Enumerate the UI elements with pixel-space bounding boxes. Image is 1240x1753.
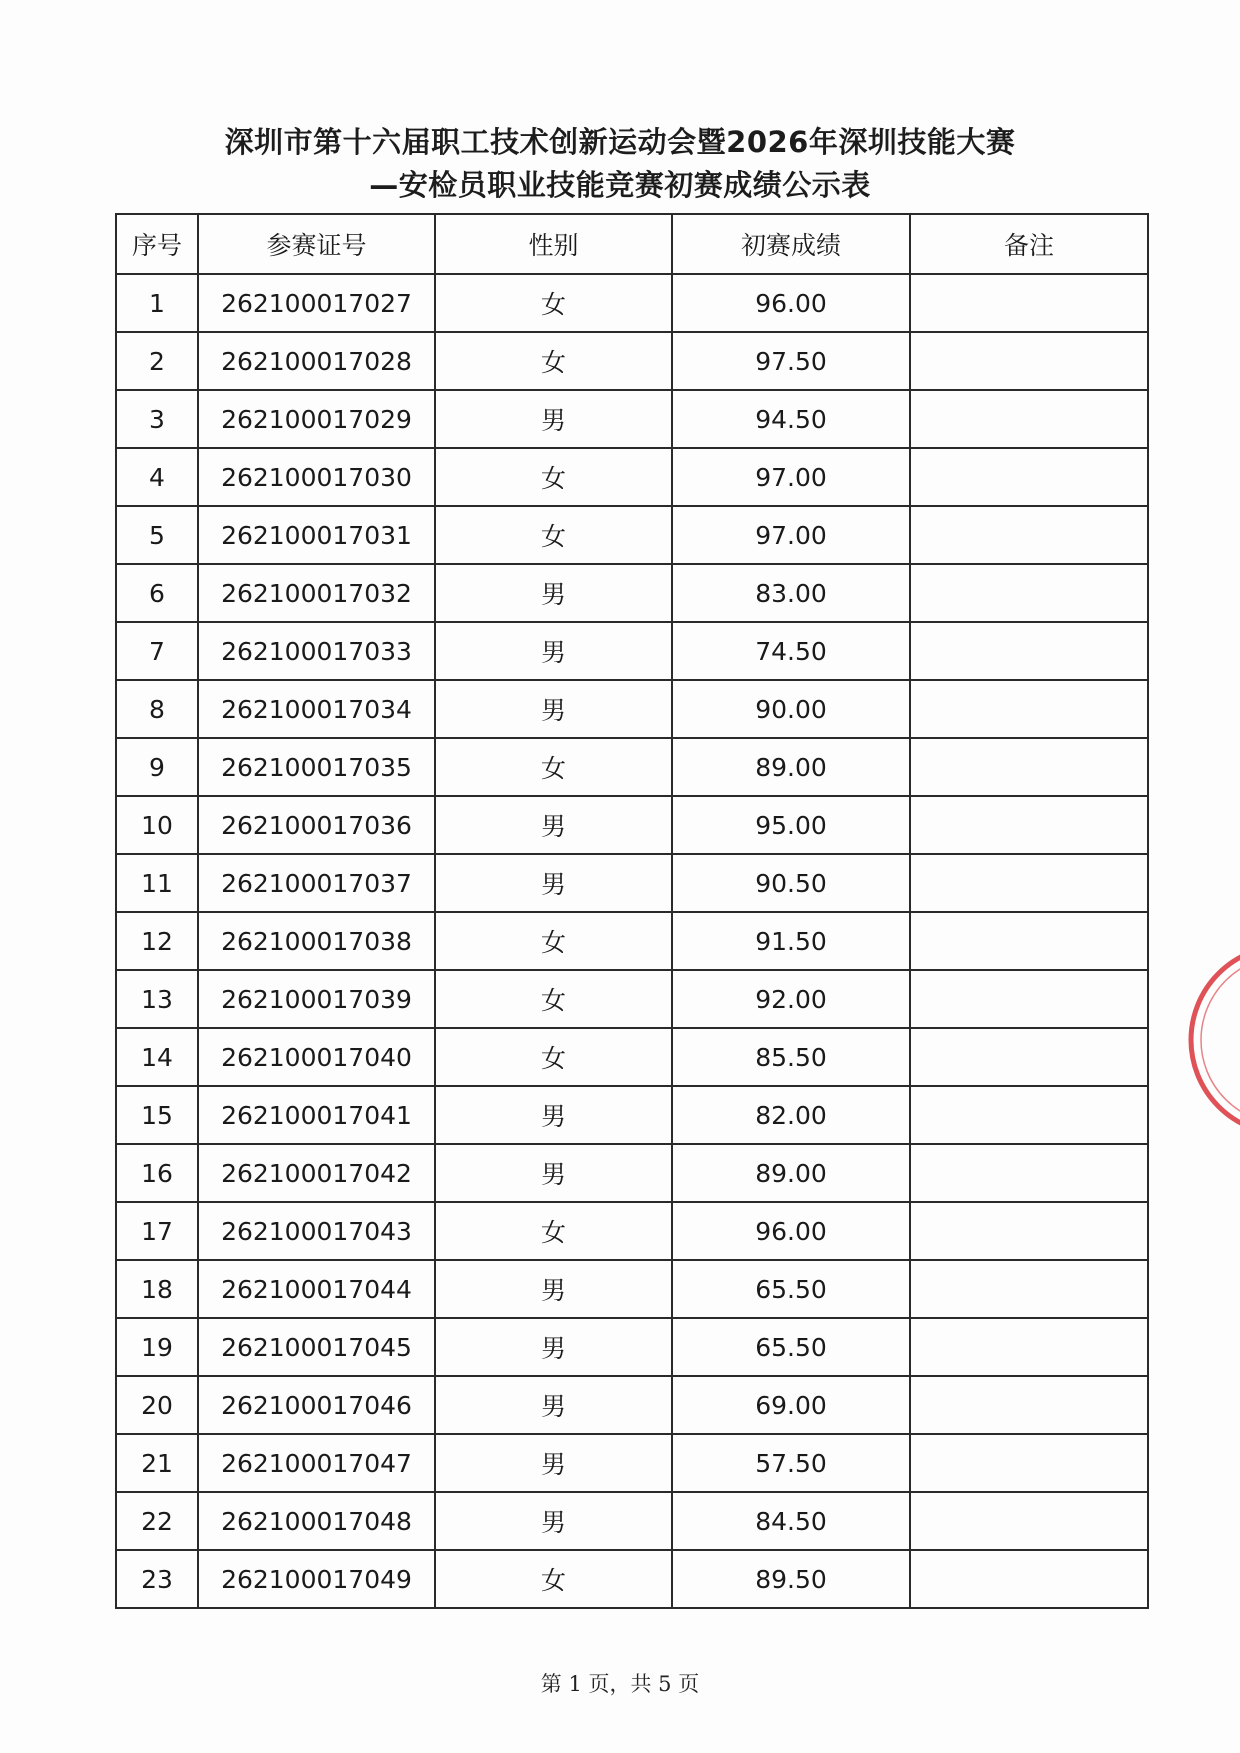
table-row bbox=[116, 970, 1148, 1028]
cell-serial-number: 11 bbox=[116, 854, 198, 912]
cell-note bbox=[910, 912, 1148, 970]
cell-gender: 男 bbox=[435, 1492, 672, 1550]
cell-entry-id: 262100017034 bbox=[198, 680, 435, 738]
cell-entry-id: 262100017049 bbox=[198, 1550, 435, 1608]
table-row bbox=[116, 1550, 1148, 1608]
document-title-line2: —安检员职业技能竞赛初赛成绩公示表 bbox=[369, 168, 871, 202]
cell-score: 90.00 bbox=[672, 680, 910, 738]
cell-gender: 男 bbox=[435, 854, 672, 912]
cell-entry-id: 262100017038 bbox=[198, 912, 435, 970]
table-row bbox=[116, 622, 1148, 680]
cell-score: 92.00 bbox=[672, 970, 910, 1028]
cell-score: 89.00 bbox=[672, 738, 910, 796]
cell-serial-number: 12 bbox=[116, 912, 198, 970]
cell-serial-number: 1 bbox=[116, 274, 198, 332]
cell-note bbox=[910, 1086, 1148, 1144]
cell-score: 65.50 bbox=[672, 1318, 910, 1376]
cell-serial-number: 8 bbox=[116, 680, 198, 738]
cell-entry-id: 262100017035 bbox=[198, 738, 435, 796]
cell-serial-number: 16 bbox=[116, 1144, 198, 1202]
cell-gender: 女 bbox=[435, 332, 672, 390]
header-note: 备注 bbox=[910, 214, 1148, 274]
cell-score: 91.50 bbox=[672, 912, 910, 970]
table-row bbox=[116, 796, 1148, 854]
cell-entry-id: 262100017031 bbox=[198, 506, 435, 564]
cell-note bbox=[910, 332, 1148, 390]
cell-gender: 女 bbox=[435, 274, 672, 332]
header-score: 初赛成绩 bbox=[672, 214, 910, 274]
table-header-row bbox=[116, 214, 1148, 274]
cell-score: 90.50 bbox=[672, 854, 910, 912]
cell-score: 96.00 bbox=[672, 274, 910, 332]
table-row bbox=[116, 1376, 1148, 1434]
cell-note bbox=[910, 448, 1148, 506]
cell-score: 95.00 bbox=[672, 796, 910, 854]
cell-note bbox=[910, 274, 1148, 332]
cell-gender: 女 bbox=[435, 1202, 672, 1260]
cell-entry-id: 262100017036 bbox=[198, 796, 435, 854]
table-row bbox=[116, 738, 1148, 796]
cell-serial-number: 4 bbox=[116, 448, 198, 506]
cell-gender: 女 bbox=[435, 1550, 672, 1608]
cell-entry-id: 262100017045 bbox=[198, 1318, 435, 1376]
cell-entry-id: 262100017037 bbox=[198, 854, 435, 912]
cell-note bbox=[910, 970, 1148, 1028]
table-row bbox=[116, 1434, 1148, 1492]
cell-serial-number: 17 bbox=[116, 1202, 198, 1260]
cell-note bbox=[910, 1202, 1148, 1260]
table-row bbox=[116, 854, 1148, 912]
cell-entry-id: 262100017044 bbox=[198, 1260, 435, 1318]
cell-score: 89.50 bbox=[672, 1550, 910, 1608]
cell-entry-id: 262100017029 bbox=[198, 390, 435, 448]
table-row bbox=[116, 274, 1148, 332]
cell-gender: 女 bbox=[435, 448, 672, 506]
cell-entry-id: 262100017040 bbox=[198, 1028, 435, 1086]
cell-serial-number: 19 bbox=[116, 1318, 198, 1376]
header-serial-number: 序号 bbox=[116, 214, 198, 274]
table-row bbox=[116, 912, 1148, 970]
cell-score: 85.50 bbox=[672, 1028, 910, 1086]
cell-note bbox=[910, 1376, 1148, 1434]
cell-entry-id: 262100017027 bbox=[198, 274, 435, 332]
cell-note bbox=[910, 564, 1148, 622]
cell-score: 97.50 bbox=[672, 332, 910, 390]
cell-gender: 男 bbox=[435, 1434, 672, 1492]
cell-gender: 女 bbox=[435, 738, 672, 796]
table-row bbox=[116, 1144, 1148, 1202]
cell-serial-number: 7 bbox=[116, 622, 198, 680]
cell-entry-id: 262100017033 bbox=[198, 622, 435, 680]
cell-serial-number: 10 bbox=[116, 796, 198, 854]
cell-entry-id: 262100017030 bbox=[198, 448, 435, 506]
table-row bbox=[116, 1202, 1148, 1260]
header-entry-id: 参赛证号 bbox=[198, 214, 435, 274]
cell-serial-number: 14 bbox=[116, 1028, 198, 1086]
cell-serial-number: 15 bbox=[116, 1086, 198, 1144]
cell-gender: 男 bbox=[435, 796, 672, 854]
cell-entry-id: 262100017047 bbox=[198, 1434, 435, 1492]
cell-serial-number: 3 bbox=[116, 390, 198, 448]
cell-gender: 男 bbox=[435, 1086, 672, 1144]
table-row bbox=[116, 680, 1148, 738]
cell-gender: 女 bbox=[435, 506, 672, 564]
cell-gender: 男 bbox=[435, 564, 672, 622]
cell-note bbox=[910, 1144, 1148, 1202]
cell-serial-number: 6 bbox=[116, 564, 198, 622]
cell-entry-id: 262100017048 bbox=[198, 1492, 435, 1550]
cell-score: 89.00 bbox=[672, 1144, 910, 1202]
table-row bbox=[116, 1318, 1148, 1376]
score-table bbox=[115, 213, 1149, 1609]
cell-serial-number: 9 bbox=[116, 738, 198, 796]
cell-serial-number: 18 bbox=[116, 1260, 198, 1318]
cell-serial-number: 13 bbox=[116, 970, 198, 1028]
cell-entry-id: 262100017043 bbox=[198, 1202, 435, 1260]
cell-gender: 男 bbox=[435, 390, 672, 448]
table-row bbox=[116, 332, 1148, 390]
header-gender: 性别 bbox=[435, 214, 672, 274]
cell-note bbox=[910, 506, 1148, 564]
cell-note bbox=[910, 1260, 1148, 1318]
cell-gender: 女 bbox=[435, 970, 672, 1028]
table-row bbox=[116, 1260, 1148, 1318]
cell-note bbox=[910, 1318, 1148, 1376]
cell-note bbox=[910, 854, 1148, 912]
cell-entry-id: 262100017042 bbox=[198, 1144, 435, 1202]
cell-entry-id: 262100017032 bbox=[198, 564, 435, 622]
cell-score: 96.00 bbox=[672, 1202, 910, 1260]
table-body bbox=[116, 274, 1148, 1608]
page-number: 第 1 页，共 5 页 bbox=[540, 1672, 700, 1696]
cell-serial-number: 23 bbox=[116, 1550, 198, 1608]
cell-entry-id: 262100017041 bbox=[198, 1086, 435, 1144]
official-seal-icon bbox=[1185, 935, 1240, 1145]
cell-gender: 男 bbox=[435, 1144, 672, 1202]
table-row bbox=[116, 1028, 1148, 1086]
cell-serial-number: 21 bbox=[116, 1434, 198, 1492]
cell-score: 83.00 bbox=[672, 564, 910, 622]
document-title-line1: 深圳市第十六届职工技术创新运动会暨2026年深圳技能大赛 bbox=[224, 125, 1016, 159]
cell-score: 82.00 bbox=[672, 1086, 910, 1144]
cell-note bbox=[910, 1434, 1148, 1492]
cell-score: 69.00 bbox=[672, 1376, 910, 1434]
cell-score: 74.50 bbox=[672, 622, 910, 680]
cell-note bbox=[910, 390, 1148, 448]
cell-entry-id: 262100017046 bbox=[198, 1376, 435, 1434]
cell-score: 97.00 bbox=[672, 448, 910, 506]
table-row bbox=[116, 1492, 1148, 1550]
cell-gender: 女 bbox=[435, 912, 672, 970]
cell-score: 65.50 bbox=[672, 1260, 910, 1318]
table-row bbox=[116, 390, 1148, 448]
cell-note bbox=[910, 680, 1148, 738]
cell-entry-id: 262100017028 bbox=[198, 332, 435, 390]
cell-note bbox=[910, 738, 1148, 796]
cell-gender: 男 bbox=[435, 1376, 672, 1434]
cell-note bbox=[910, 1028, 1148, 1086]
cell-gender: 女 bbox=[435, 1028, 672, 1086]
table-row bbox=[116, 448, 1148, 506]
cell-score: 97.00 bbox=[672, 506, 910, 564]
cell-gender: 男 bbox=[435, 1260, 672, 1318]
cell-note bbox=[910, 1550, 1148, 1608]
cell-serial-number: 20 bbox=[116, 1376, 198, 1434]
cell-serial-number: 2 bbox=[116, 332, 198, 390]
table-row bbox=[116, 1086, 1148, 1144]
cell-score: 57.50 bbox=[672, 1434, 910, 1492]
cell-note bbox=[910, 1492, 1148, 1550]
cell-gender: 男 bbox=[435, 680, 672, 738]
cell-gender: 男 bbox=[435, 1318, 672, 1376]
cell-score: 94.50 bbox=[672, 390, 910, 448]
table-row bbox=[116, 506, 1148, 564]
cell-score: 84.50 bbox=[672, 1492, 910, 1550]
cell-serial-number: 5 bbox=[116, 506, 198, 564]
cell-entry-id: 262100017039 bbox=[198, 970, 435, 1028]
table-row bbox=[116, 564, 1148, 622]
cell-note bbox=[910, 796, 1148, 854]
cell-serial-number: 22 bbox=[116, 1492, 198, 1550]
cell-note bbox=[910, 622, 1148, 680]
cell-gender: 男 bbox=[435, 622, 672, 680]
